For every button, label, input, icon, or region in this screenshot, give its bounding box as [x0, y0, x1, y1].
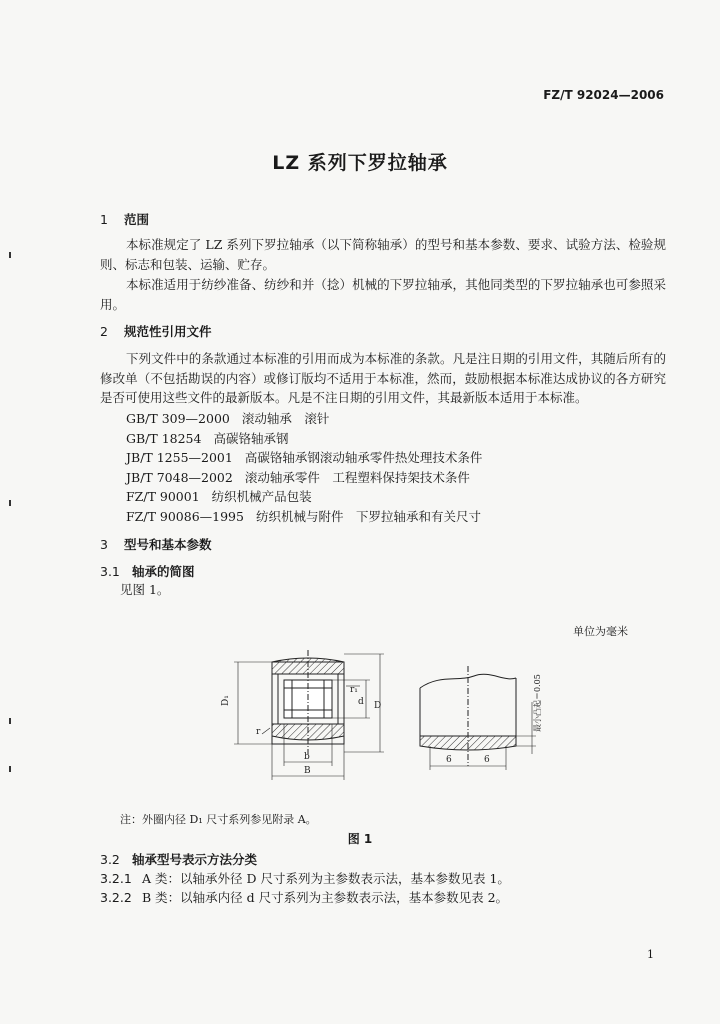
reference-code: GB/T 309—2000 [126, 411, 230, 426]
unit-label: 单位为毫米 [573, 625, 628, 638]
reference-title: 滚动轴承零件 工程塑料保持架技术条件 [244, 470, 470, 485]
convexity-label: 最小凸起＝0.05 [533, 674, 542, 732]
section-3-1-heading [100, 562, 195, 580]
section-title: 轴承型号表示方法分类 [132, 852, 258, 867]
section-title: 规范性引用文件 [124, 324, 212, 339]
section-number: 3.2 [100, 852, 120, 867]
page-title: LZ 系列下罗拉轴承 [272, 152, 448, 174]
scan-mark [9, 766, 11, 772]
reference-title: 高碳铬轴承钢滚动轴承零件热处理技术条件 [244, 450, 483, 465]
page-number: 1 [647, 948, 654, 961]
reference-item [126, 409, 329, 427]
dimension-label-r: r [256, 727, 261, 737]
reference-item [126, 468, 470, 486]
section-number: 3.1 [100, 564, 120, 579]
reference-item [126, 448, 482, 466]
section-2-paragraph-1: 下列文件中的条款通过本标准的引用而成为本标准的条款。凡是注日期的引用文件，其随后所有的修改单（不包括勘误的内容）或修订版均不适用于本标准，然而，鼓励根据本标准达成协议的各方研究是否可使用这些文件的最新版本。凡是不注日期的引用文件，其最新版本适用于本标准。 [100, 351, 666, 405]
section-title: 型号和基本参数 [124, 537, 212, 552]
section-1-paragraph-2: 本标准适用于纺纱准备、纺纱和并（捻）机械的下罗拉轴承，其他同类型的下罗拉轴承也可参照采用。 [100, 277, 666, 312]
bearing-diagram [200, 642, 560, 790]
reference-title: 纺织机械产品包装 [211, 489, 312, 504]
clause-number: 3.2.2 [100, 890, 132, 905]
dimension-label-6-right: 6 [484, 755, 490, 765]
section-title: 轴承的简图 [132, 564, 195, 579]
reference-title: 滚动轴承 滚针 [241, 411, 330, 426]
reference-code: FZ/T 90001 [126, 489, 200, 504]
section-number: 1 [100, 212, 108, 227]
figure-caption: 图 1 [347, 832, 373, 846]
reference-item [126, 487, 312, 505]
dimension-label-6-left: 6 [446, 755, 452, 765]
figure-reference-text: 见图 1。 [120, 582, 170, 597]
dimension-label-B: B [304, 766, 311, 776]
section-2-heading [100, 322, 212, 340]
scan-mark [9, 252, 11, 258]
dimension-label-b: b [304, 752, 310, 762]
section-1-heading [100, 210, 149, 228]
clause-3-2-2 [100, 888, 508, 906]
reference-code: JB/T 7048—2002 [126, 470, 233, 485]
reference-item [126, 507, 481, 525]
dimension-label-D1: D₁ [221, 695, 231, 706]
clause-3-2-1 [100, 869, 510, 887]
clause-text: A 类：以轴承外径 D 尺寸系列为主参数表示法，基本参数见表 1。 [142, 871, 510, 886]
convexity-detail [420, 666, 536, 770]
reference-title: 纺织机械与附件 下罗拉轴承和有关尺寸 [255, 509, 481, 524]
figure-note: 注：外圈内径 D₁ 尺寸系列参见附录 A。 [120, 813, 317, 826]
standard-code: FZ/T 92024—2006 [543, 88, 664, 102]
scan-mark [9, 500, 11, 506]
scan-mark [9, 718, 11, 724]
reference-code: GB/T 18254 [126, 431, 202, 446]
section-number: 2 [100, 324, 108, 339]
dimension-label-D: D [374, 701, 382, 711]
reference-item [126, 429, 288, 447]
section-3-heading [100, 535, 212, 553]
section-1-paragraph-1: 本标准规定了 LZ 系列下罗拉轴承（以下简称轴承）的型号和基本参数、要求、试验方法、检验规则、标志和包装、运输、贮存。 [100, 237, 666, 272]
section-title: 范围 [124, 212, 150, 227]
clause-number: 3.2.1 [100, 871, 132, 886]
section-number: 3 [100, 537, 108, 552]
dimension-label-r1: r₁ [350, 685, 358, 695]
reference-code: FZ/T 90086—1995 [126, 509, 244, 524]
clause-text: B 类：以轴承内径 d 尺寸系列为主参数表示法，基本参数见表 2。 [142, 890, 509, 905]
reference-title: 高碳铬轴承钢 [213, 431, 289, 446]
reference-code: JB/T 1255—2001 [126, 450, 233, 465]
section-3-2-heading [100, 850, 257, 868]
dimension-label-d: d [358, 697, 364, 707]
